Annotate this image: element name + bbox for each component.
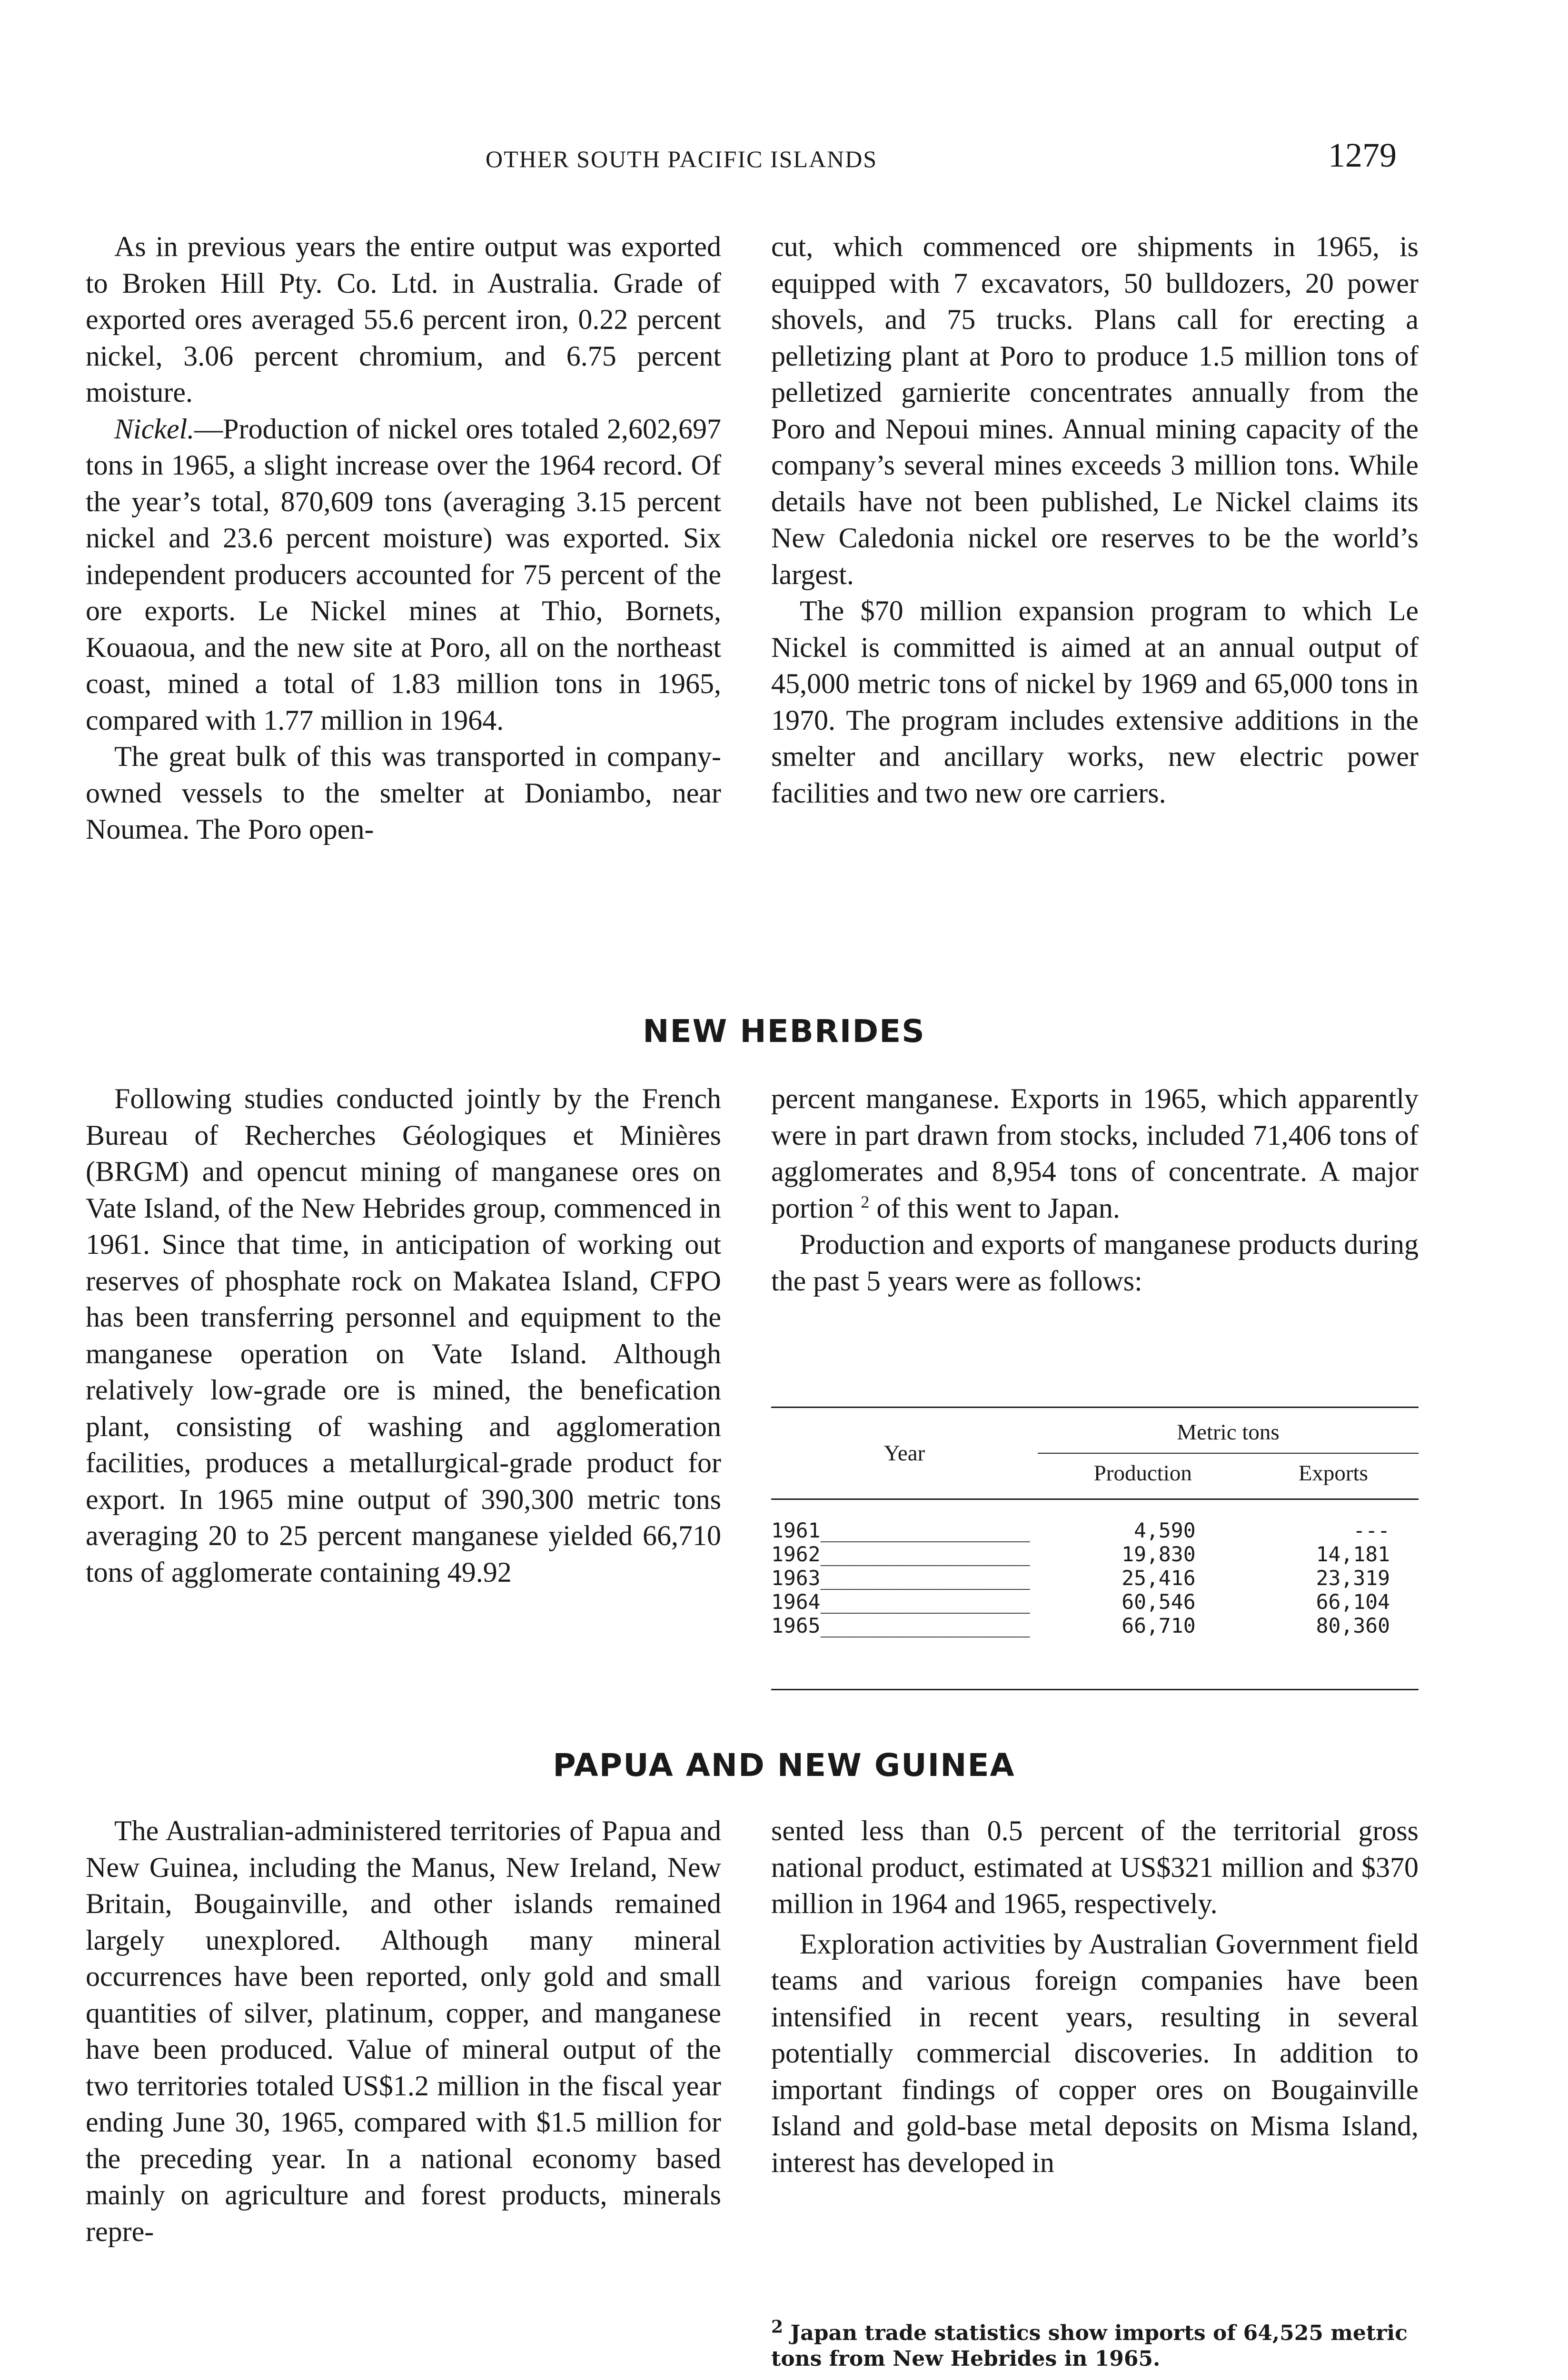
paragraph: Exploration activities by Australian Government field teams and various foreign companies have been intensified in recent years, resulting in several potentially commercial discoveries. In addition to important findings of copper ores on Bougainville Island and gold-base metal deposits on Misma Island, interest has developed in bbox=[771, 1928, 1419, 2178]
exports-cell: 66,104 bbox=[1316, 1590, 1390, 1614]
section-heading-new-hebrides: NEW HEBRIDES bbox=[643, 1013, 925, 1050]
footnote bbox=[771, 2317, 1423, 2372]
production-cell: 66,710 bbox=[1121, 1614, 1196, 1638]
year-cell: 1962_________________ bbox=[771, 1543, 1030, 1567]
manganese-table-body bbox=[771, 1499, 1419, 1638]
papua-left-column bbox=[86, 1813, 721, 2250]
paragraph: The Australian-administered territories of Papua and New Guinea, including the Manus, New Ireland, New Britain, Bougainville, and other islands remained largely unexplored. Although many mineral occurrences have been reported, only gold and small quantities of silver, platinum, copper, and manganese have been produced. Value of mineral output of the two territories totaled US$1.2 million in the fiscal year ending June 30, 1965, compared with $1.5 million for the preceding year. In a national economy based mainly on agriculture and forest products, minerals repre- bbox=[86, 1815, 721, 2247]
page-number: 1279 bbox=[1328, 136, 1397, 174]
year-cell: 1963_________________ bbox=[771, 1567, 1030, 1590]
exports-cell: 23,319 bbox=[1316, 1567, 1390, 1590]
new-hebrides-right-column bbox=[771, 1081, 1419, 1299]
dot-leader: _________________ bbox=[820, 1614, 1030, 1638]
production-column-header: Production bbox=[1038, 1453, 1248, 1499]
nickel-run-in-heading: Nickel. bbox=[114, 413, 195, 445]
paragraph: Production and exports of manganese products during the past 5 years were as follows: bbox=[771, 1229, 1419, 1297]
production-cell: 25,416 bbox=[1121, 1567, 1196, 1590]
running-head: OTHER SOUTH PACIFIC ISLANDS bbox=[486, 146, 878, 172]
paragraph-text: of this went to Japan. bbox=[869, 1192, 1120, 1224]
year-column-header: Year bbox=[771, 1408, 1038, 1499]
table-row bbox=[771, 1614, 1419, 1638]
paragraph-text: —Production of nickel ores totaled 2,602,697 tons in 1965, a slight increase over the 1964 record. Of the year’s total, 870,609 tons (averaging 3.15 percent nickel and 23.6 percent moisture) was exported. Six independent producers accounted for 75 percent of the ore exports. Le Nickel mines at Thio, Bornets, Kouaoua, and the new site at Poro, all on the northeast coast, mined a total of 1.83 million tons in 1965, compared with 1.77 million in 1964. bbox=[86, 413, 721, 736]
paragraph bbox=[771, 1081, 1419, 1226]
dot-leader: _________________ bbox=[820, 1543, 1030, 1567]
section1-left-column bbox=[86, 228, 721, 848]
new-hebrides-left-column bbox=[86, 1081, 721, 1590]
exports-cell: 14,181 bbox=[1316, 1543, 1390, 1567]
year-cell: 1961_________________ bbox=[771, 1519, 1030, 1543]
footnote-reference: 2 bbox=[861, 1192, 870, 1211]
paragraph: cut, which commenced ore shipments in 1965, is equipped with 7 excavators, 50 bulldozers, 20 power shovels, and 75 trucks. Plans call for erecting a pelletizing plant at Poro to produce 1.5 million tons of pelletized garnierite concentrates annually from the Poro and Nepoui mines. Annual mining capacity of the company’s several mines exceeds 3 million tons. While details have not been published, Le Nickel claims its New Caledonia nickel ore reserves to be the world’s largest. bbox=[771, 231, 1419, 590]
table-row bbox=[771, 1567, 1419, 1590]
papua-right-column bbox=[771, 1813, 1419, 2181]
paragraph-nickel bbox=[86, 411, 721, 739]
section1-right-column bbox=[771, 228, 1419, 811]
table-row bbox=[771, 1590, 1419, 1614]
dot-leader: _________________ bbox=[820, 1590, 1030, 1614]
footnote-text: Japan trade statistics show imports of 64,525 metric tons from New Hebrides in 1965. bbox=[771, 2321, 1408, 2371]
paragraph: Following studies conducted jointly by the French Bureau of Recherches Géologiques et Minières (BRGM) and opencut mining of manganese ores on Vate Island, of the New Hebrides group, commenced in 1961. Since that time, in anticipation of working out reserves of phosphate rock on Makatea Island, CFPO has been transferring personnel and equipment to the manganese operation on Vate Island. Although relatively low-grade ore is mined, the benefication plant, consisting of washing and agglomeration facilities, produces a metallurgical-grade product for export. In 1965 mine output of 390,300 metric tons averaging 20 to 25 percent manganese yielded 66,710 tons of agglomerate containing 49.92 bbox=[86, 1083, 721, 1588]
paragraph: The great bulk of this was transported in company-owned vessels to the smelter at Doniambo, near Noumea. The Poro open- bbox=[86, 741, 721, 845]
dot-leader: _________________ bbox=[820, 1567, 1030, 1590]
exports-column-header: Exports bbox=[1248, 1453, 1419, 1499]
exports-cell: 80,360 bbox=[1316, 1614, 1390, 1638]
exports-cell: --- bbox=[1353, 1519, 1390, 1543]
footnote-mark: 2 bbox=[771, 2317, 784, 2337]
section-heading-papua-new-guinea: PAPUA AND NEW GUINEA bbox=[553, 1747, 1015, 1784]
table-row bbox=[771, 1519, 1419, 1543]
table-bottom-rule bbox=[771, 1689, 1419, 1690]
table-row bbox=[771, 1543, 1419, 1567]
dot-leader: _________________ bbox=[820, 1519, 1030, 1543]
production-cell: 19,830 bbox=[1121, 1543, 1196, 1567]
year-cell: 1965_________________ bbox=[771, 1614, 1030, 1638]
production-cell: 60,546 bbox=[1121, 1590, 1196, 1614]
production-cell: 4,590 bbox=[1134, 1519, 1196, 1543]
paragraph: sented less than 0.5 percent of the territorial gross national product, estimated at US$321 million and $370 million in 1964 and 1965, respectively. bbox=[771, 1815, 1419, 1919]
manganese-table bbox=[771, 1407, 1419, 1638]
year-cell: 1964_________________ bbox=[771, 1590, 1030, 1614]
paragraph: As in previous years the entire output was exported to Broken Hill Pty. Co. Ltd. in Australia. Grade of exported ores averaged 55.6 percent iron, 0.22 percent nickel, 3.06 percent chromium, and 6.75 percent moisture. bbox=[86, 231, 721, 408]
paragraph: The $70 million expansion program to which Le Nickel is committed is aimed at an annual output of 45,000 metric tons of nickel by 1969 and 65,000 tons in 1970. The program includes extensive additions in the smelter and ancillary works, new electric power facilities and two new ore carriers. bbox=[771, 595, 1419, 809]
metric-tons-header: Metric tons bbox=[1038, 1408, 1419, 1454]
paragraph-text: percent manganese. Exports in 1965, which apparently were in part drawn from stocks, included 71,406 tons of agglomerates and 8,954 tons of concentrate. A major portion bbox=[771, 1083, 1419, 1224]
